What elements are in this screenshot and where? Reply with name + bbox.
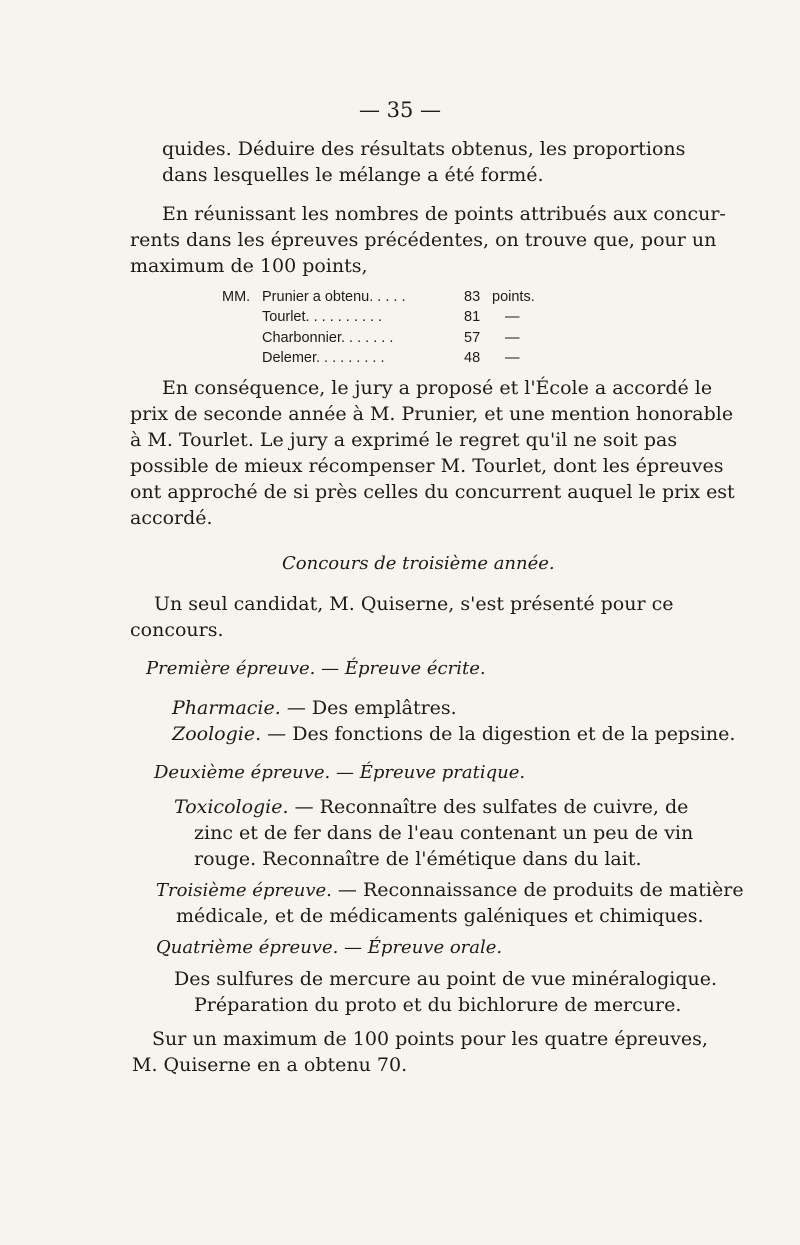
consequence-line-1: En conséquence, le jury a proposé et l'École a accordé le bbox=[162, 377, 713, 399]
zoology-label: Zoologie. bbox=[172, 723, 262, 745]
toxicology-label: Toxicologie. bbox=[174, 796, 289, 818]
ranking-name: Charbonnier. . . . . . . bbox=[262, 330, 394, 346]
pharmacy-text: — Des emplâtres. bbox=[286, 697, 457, 719]
ranking-unit: — bbox=[505, 350, 520, 366]
consequence-line-5: ont approché de si près celles du concurrent auquel le prix est bbox=[130, 481, 735, 503]
third-test-text: — Reconnaissance de produits de matière bbox=[337, 879, 744, 901]
toxicology-text: — Reconnaître des sulfates de cuivre, de bbox=[294, 796, 689, 818]
ranking-points: 57 bbox=[464, 330, 481, 346]
third-test-line bbox=[156, 877, 744, 904]
ranking-unit: points. bbox=[492, 289, 535, 305]
ranking-unit: — bbox=[505, 330, 520, 346]
zoology-text: — Des fonctions de la digestion et de la pepsine. bbox=[267, 723, 736, 745]
intro-line-2: dans lesquelles le mélange a été formé. bbox=[162, 164, 544, 186]
ranking-points: 81 bbox=[464, 309, 481, 325]
first-test-heading: Première épreuve. — Épreuve écrite. bbox=[146, 658, 486, 679]
third-year-line-2: concours. bbox=[130, 619, 224, 641]
page-number: — 35 — bbox=[358, 98, 442, 122]
result-line-1: Sur un maximum de 100 points pour les quatre épreuves, bbox=[152, 1028, 708, 1050]
pharmacy-line bbox=[172, 695, 457, 721]
consequence-line-6: accordé. bbox=[130, 507, 213, 529]
toxicology-line-2: zinc et de fer dans de l'eau contenant un peu de vin bbox=[194, 822, 694, 844]
ranking-name: Delemer. . . . . . . . . bbox=[262, 350, 385, 366]
ranking-points: 83 bbox=[464, 289, 481, 305]
fourth-test-line-2: Préparation du proto et du bichlorure de mercure. bbox=[194, 994, 682, 1016]
intro-line-1: quides. Déduire des résultats obtenus, les proportions bbox=[162, 138, 686, 160]
second-test-heading: Deuxième épreuve. — Épreuve pratique. bbox=[154, 762, 526, 783]
summary-line-1: En réunissant les nombres de points attribués aux concur- bbox=[162, 203, 726, 225]
consequence-line-4: possible de mieux récompenser M. Tourlet, dont les épreuves bbox=[130, 455, 724, 477]
third-test-label: Troisième épreuve. bbox=[156, 880, 332, 901]
ranking-name: Prunier a obtenu. . . . . bbox=[262, 289, 406, 305]
ranking-prefix: MM. bbox=[222, 289, 251, 305]
summary-line-3: maximum de 100 points, bbox=[130, 255, 368, 277]
third-test-line-2: médicale, et de médicaments galéniques et chimiques. bbox=[176, 905, 704, 927]
summary-line-2: rents dans les épreuves précédentes, on trouve que, pour un bbox=[130, 229, 717, 251]
zoology-line bbox=[172, 721, 735, 747]
consequence-line-3: à M. Tourlet. Le jury a exprimé le regret qu'il ne soit pas bbox=[130, 429, 678, 451]
ranking-unit: — bbox=[505, 309, 520, 325]
section-heading: Concours de troisième année. bbox=[282, 553, 555, 574]
consequence-line-2: prix de seconde année à M. Prunier, et une mention honorable bbox=[130, 403, 734, 425]
ranking-name: Tourlet. . . . . . . . . . bbox=[262, 309, 383, 325]
pharmacy-label: Pharmacie. bbox=[172, 697, 281, 719]
toxicology-line-3: rouge. Reconnaître de l'émétique dans du lait. bbox=[194, 848, 642, 870]
toxicology-line bbox=[174, 794, 689, 820]
result-line-2: M. Quiserne en a obtenu 70. bbox=[132, 1054, 408, 1076]
fourth-test-heading: Quatrième épreuve. — Épreuve orale. bbox=[156, 937, 503, 958]
ranking-points: 48 bbox=[464, 350, 481, 366]
fourth-test-line-1: Des sulfures de mercure au point de vue minéralogique. bbox=[174, 968, 718, 990]
third-year-line-1: Un seul candidat, M. Quiserne, s'est présenté pour ce bbox=[154, 593, 674, 615]
